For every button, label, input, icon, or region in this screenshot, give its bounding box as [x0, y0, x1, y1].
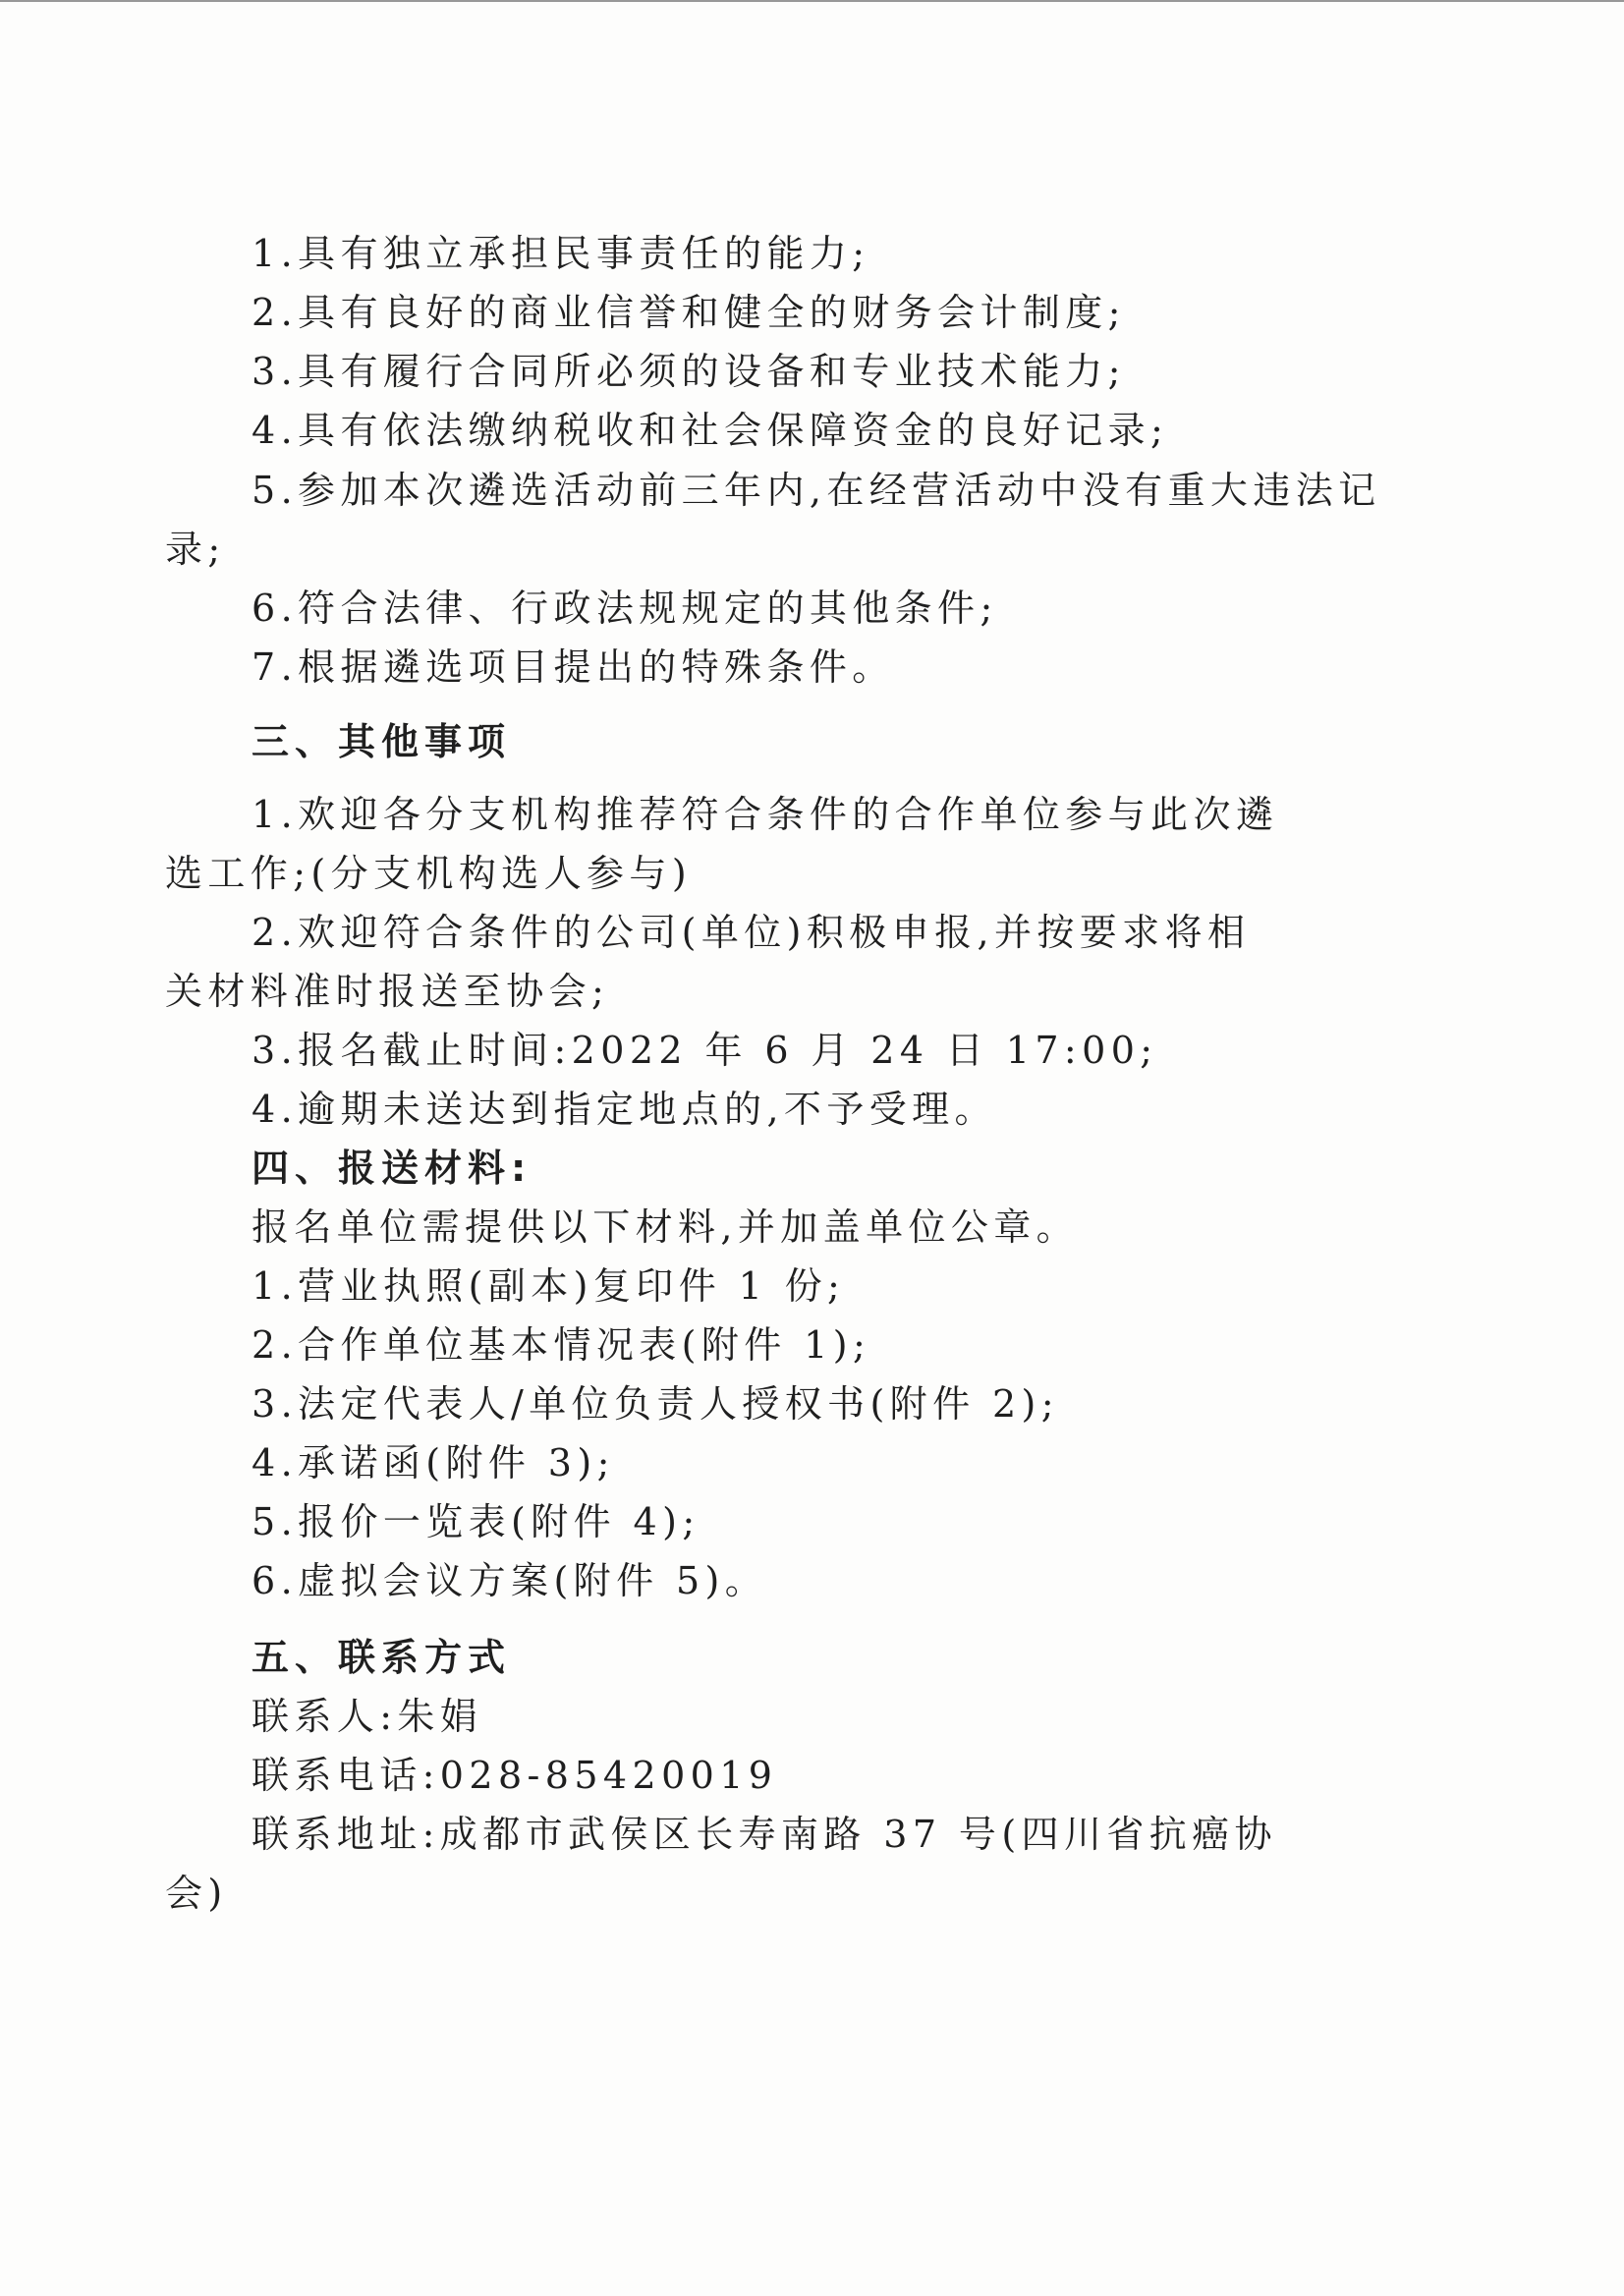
material-item-6: 6.虚拟会议方案(附件 5)。	[252, 1559, 768, 1602]
material-item-4: 4.承诺函(附件 3);	[252, 1441, 615, 1484]
other-item-1-line-1: 1.欢迎各分支机构推荐符合条件的合作单位参与此次遴	[252, 793, 1279, 836]
requirement-5-line-2: 录;	[165, 528, 226, 571]
requirement-6: 6.符合法律、行政法规规定的其他条件;	[252, 587, 998, 630]
other-item-4: 4.逾期未送达到指定地点的,不予受理。	[252, 1088, 997, 1131]
other-item-1-line-2: 选工作;(分支机构选人参与)	[165, 852, 693, 895]
other-item-2-line-2: 关材料准时报送至协会;	[165, 970, 610, 1013]
contact-phone: 联系电话:028-85420019	[252, 1754, 778, 1797]
scan-edge-line	[0, 0, 1624, 2]
other-item-3-deadline: 3.报名截止时间:2022 年 6 月 24 日 17:00;	[252, 1029, 1158, 1072]
requirement-7: 7.根据遴选项目提出的特殊条件。	[252, 645, 895, 689]
requirement-2: 2.具有良好的商业信誉和健全的财务会计制度;	[252, 291, 1126, 334]
material-item-3: 3.法定代表人/单位负责人授权书(附件 2);	[252, 1382, 1059, 1426]
material-item-1: 1.营业执照(副本)复印件 1 份;	[252, 1264, 846, 1308]
section-heading-contact: 五、联系方式	[252, 1636, 512, 1679]
contact-address-line-1: 联系地址:成都市武侯区长寿南路 37 号(四川省抗癌协	[252, 1813, 1277, 1856]
requirement-1: 1.具有独立承担民事责任的能力;	[252, 232, 870, 275]
materials-intro: 报名单位需提供以下材料,并加盖单位公章。	[252, 1205, 1080, 1249]
contact-person: 联系人:朱娟	[252, 1695, 483, 1738]
section-heading-materials: 四、报送材料:	[252, 1147, 532, 1190]
section-heading-other-matters: 三、其他事项	[252, 720, 512, 763]
contact-address-line-2: 会)	[165, 1872, 228, 1915]
other-item-2-line-1: 2.欢迎符合条件的公司(单位)积极申报,并按要求将相	[252, 911, 1251, 954]
requirement-4: 4.具有依法缴纳税收和社会保障资金的良好记录;	[252, 409, 1169, 452]
requirement-3: 3.具有履行合同所必须的设备和专业技术能力;	[252, 350, 1126, 393]
requirement-5-line-1: 5.参加本次遴选活动前三年内,在经营活动中没有重大违法记	[252, 469, 1381, 512]
material-item-5: 5.报价一览表(附件 4);	[252, 1500, 700, 1543]
material-item-2: 2.合作单位基本情况表(附件 1);	[252, 1323, 871, 1367]
